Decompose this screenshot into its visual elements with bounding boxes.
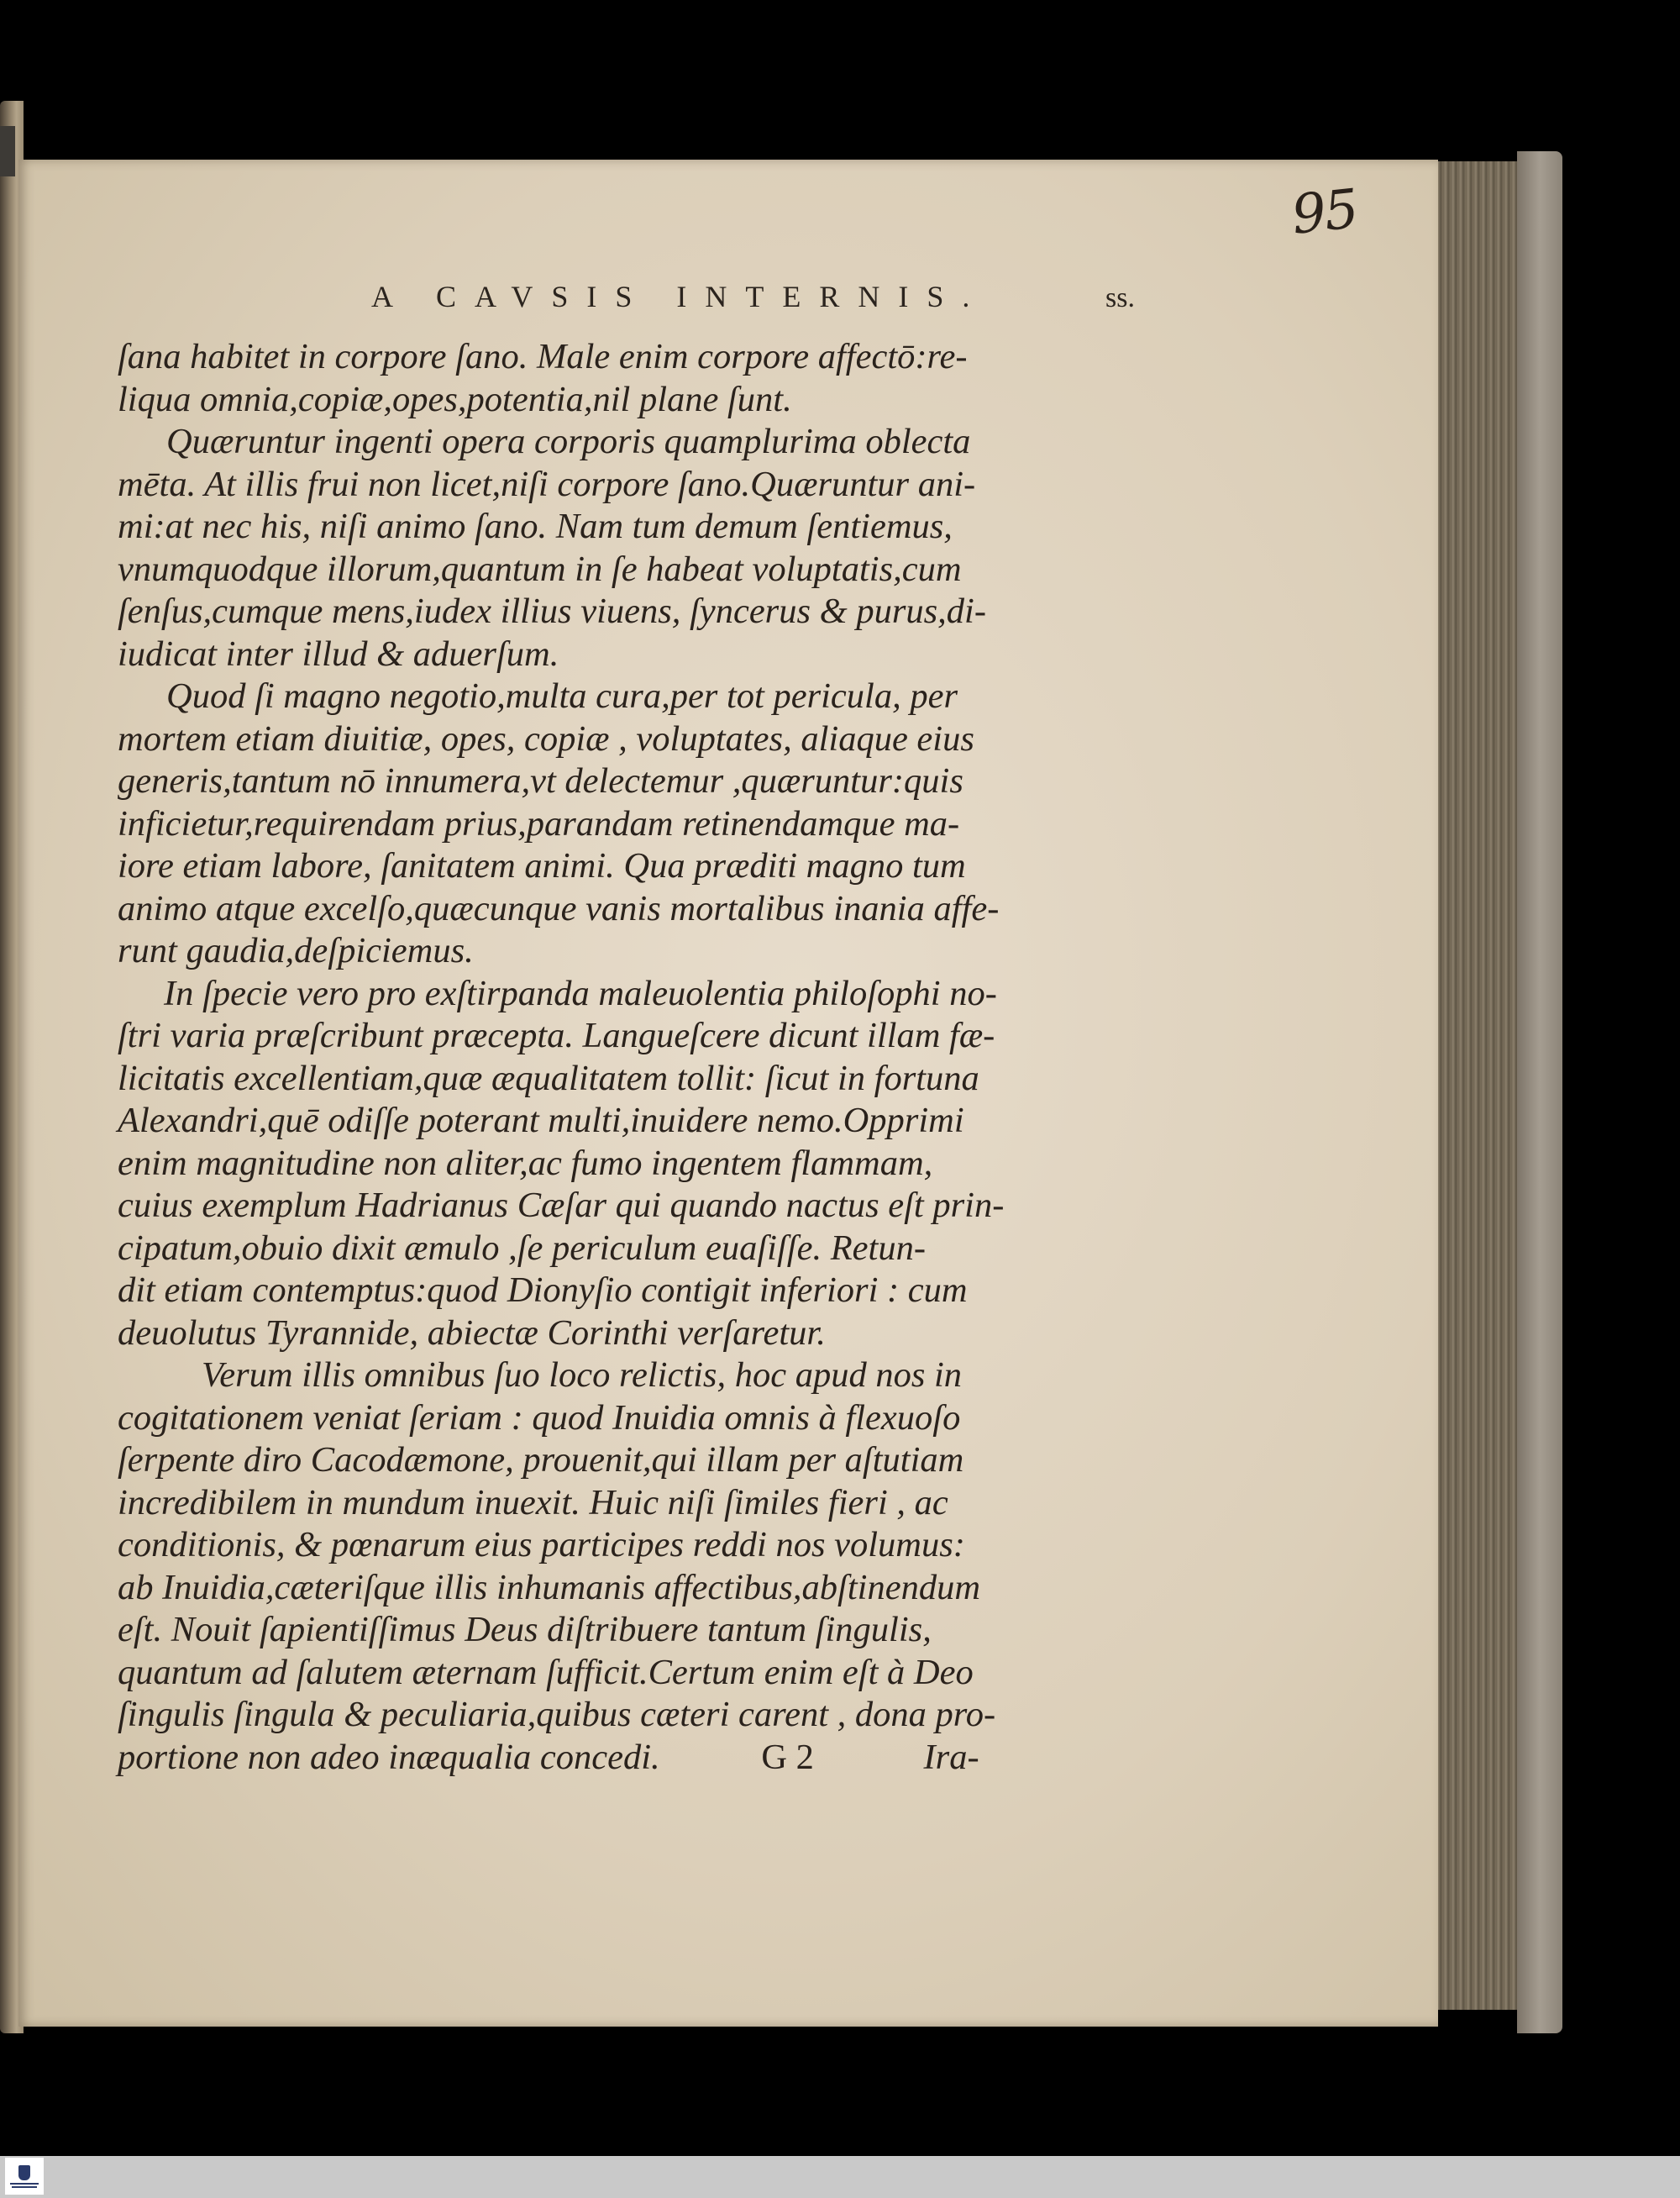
text-line: quantum ad ſalutem æternam ſufficit.Certum enim eſt à Deo bbox=[118, 1652, 974, 1692]
body-text bbox=[118, 336, 1151, 1779]
text-line: ſingulis ſingula & peculiaria,quibus cæteri carent , dona pro- bbox=[118, 1695, 996, 1734]
text-line: dit etiam contemptus:quod Dionyſio contigit inferiori : cum bbox=[118, 1270, 968, 1310]
text-line: ſtri varia præſcribunt præcepta. Langueſcere dicunt illam fæ- bbox=[118, 1016, 995, 1055]
text-line: incredibilem in mundum inuexit. Huic niſi ſimiles fieri , ac bbox=[118, 1482, 948, 1522]
scan-ruler-bar bbox=[0, 2156, 1680, 2198]
text-line: ab Inuidia,cæteriſque illis inhumanis affectibus,abſtinendum bbox=[118, 1567, 981, 1607]
head-ornament: ss. bbox=[1105, 282, 1135, 313]
text-line: eſt. Nouit ſapientiſſimus Deus diſtribuere tantum ſingulis, bbox=[118, 1610, 932, 1649]
text-line: ſana habitet in corpore ſano. Male enim corpore affectō:re- bbox=[118, 337, 968, 376]
text-line: In ſpecie vero pro exſtirpanda maleuolentia philoſophi no- bbox=[164, 973, 997, 1013]
text-line: vnumquodque illorum,quantum in ſe habeat voluptatis,cum bbox=[118, 549, 962, 589]
page-fore-edge bbox=[1428, 161, 1525, 2010]
text-line: Quod ſi magno negotio,multa cura,per tot pericula, per bbox=[166, 676, 958, 716]
text-line: Quæruntur ingenti opera corporis quamplurima oblecta bbox=[166, 422, 971, 461]
text-line: cipatum,obuio dixit æmulo ,ſe periculum euaſiſſe. Retun- bbox=[118, 1228, 926, 1268]
text-line: ſenſus,cumque mens,iudex illius viuens, ſyncerus & purus,di- bbox=[118, 592, 986, 631]
book-cover-board bbox=[1517, 151, 1562, 2033]
text-line: inficietur,requirendam prius,parandam retinendamque ma- bbox=[118, 803, 960, 844]
last-line bbox=[118, 1737, 1151, 1780]
text-line: mi:at nec his, niſi animo ſano. Nam tum demum ſentiemus, bbox=[118, 507, 953, 546]
text-line: conditionis, & pœnarum eius participes reddi nos volumus: bbox=[118, 1525, 965, 1564]
last-line-text: portione non adeo inæqualia concedi. bbox=[118, 1737, 660, 1777]
text-line: licitatis excellentiam,quæ æqualitatem tollit: ſicut in fortuna bbox=[118, 1058, 979, 1098]
signature-mark: G 2 bbox=[761, 1737, 814, 1777]
text-line: generis,tantum nō innumera,vt delectemur ,quæruntur:quis bbox=[118, 761, 963, 801]
library-logo-icon bbox=[18, 2165, 30, 2180]
text-line: Verum illis omnibus ſuo loco relictis, hoc apud nos in bbox=[202, 1355, 963, 1395]
text-line: runt gaudia,deſpiciemus. bbox=[118, 931, 474, 970]
text-line: iudicat inter illud & aduerſum. bbox=[118, 634, 559, 674]
left-binding-cap bbox=[0, 126, 15, 176]
catchword: Ira- bbox=[923, 1737, 979, 1777]
text-line: cogitationem veniat ſeriam : quod Inuidia omnis à flexuoſo bbox=[118, 1397, 961, 1438]
text-line: deuolutus Tyrannide, abiectæ Corinthi verſaretur. bbox=[118, 1312, 826, 1353]
text-line: iore etiam labore, ſanitatem animi. Qua præditi magno tum bbox=[118, 846, 966, 886]
text-line: mortem etiam diuitiæ, opes, copiæ , voluptates, aliaque eius bbox=[118, 718, 974, 759]
text-line: enim magnitudine non aliter,ac fumo ingentem flammam, bbox=[118, 1143, 933, 1183]
text-line: liqua omnia,copiæ,opes,potentia,nil plane ſunt. bbox=[118, 379, 792, 419]
text-line: ſerpente diro Cacodæmone, prouenit,qui illam per aſtutiam bbox=[118, 1440, 964, 1480]
running-head: A CAVSIS INTERNIS. bbox=[371, 280, 989, 313]
text-line: Alexandri,quē odiſſe poterant multi,inuidere nemo.Opprimi bbox=[118, 1101, 964, 1140]
folio-number: 95 bbox=[1289, 178, 1361, 247]
text-line: animo atque excelſo,quæcunque vanis mortalibus inania affe- bbox=[118, 888, 1000, 928]
text-line: mēta. At illis frui non licet,niſi corpore ſano.Quæruntur ani- bbox=[118, 464, 976, 504]
library-logo bbox=[5, 2158, 44, 2195]
text-line: cuius exemplum Hadrianus Cæſar qui quando nactus eſt prin- bbox=[118, 1186, 1005, 1225]
